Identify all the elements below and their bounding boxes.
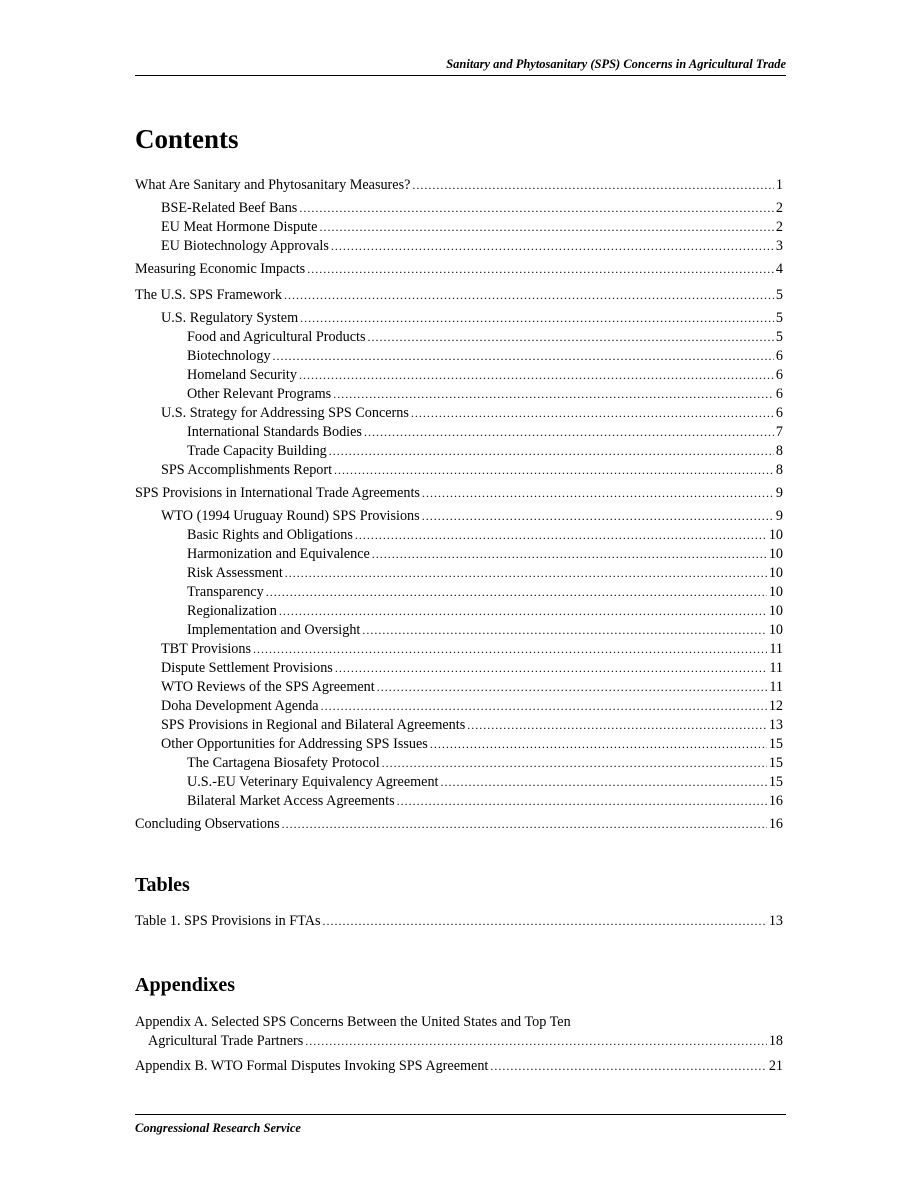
toc-entry-page: 11 — [769, 660, 783, 676]
toc-entry[interactable] — [135, 526, 783, 545]
toc-entry-page: 7 — [775, 424, 783, 440]
toc-entry-page: 8 — [775, 443, 783, 459]
toc-entry-title: Measuring Economic Impacts — [135, 261, 306, 277]
toc-entry[interactable] — [135, 792, 783, 811]
appendixes-list — [135, 1013, 783, 1076]
contents-list — [135, 176, 783, 834]
page-footer: Congressional Research Service — [135, 1114, 786, 1136]
toc-entry-page: 9 — [775, 485, 783, 501]
toc-entry[interactable] — [135, 754, 783, 773]
toc-entry[interactable] — [135, 1057, 783, 1076]
toc-entry-page: 10 — [768, 546, 783, 562]
tables-list — [135, 912, 783, 931]
toc-entry-title: Concluding Observations — [135, 816, 280, 832]
toc-entry-page: 9 — [775, 508, 783, 524]
toc-entry-title: U.S. Strategy for Addressing SPS Concerns — [161, 405, 409, 421]
toc-entry-title: EU Meat Hormone Dispute — [161, 219, 318, 235]
toc-entry[interactable] — [135, 385, 783, 404]
toc-entry[interactable] — [135, 366, 783, 385]
toc-entry-title: Basic Rights and Obligations — [187, 527, 353, 543]
toc-entry[interactable] — [135, 912, 783, 931]
toc-entry-title: Appendix A. Selected SPS Concerns Between the United States and Top Ten — [135, 1014, 571, 1030]
toc-entry[interactable] — [135, 735, 783, 754]
toc-entry-title: Biotechnology — [187, 348, 271, 364]
toc-entry-page: 3 — [775, 238, 783, 254]
appendix-entry[interactable] — [135, 1013, 783, 1051]
toc-entry-title: WTO Reviews of the SPS Agreement — [161, 679, 375, 695]
toc-entry-title: Doha Development Agenda — [161, 698, 319, 714]
toc-entry[interactable] — [135, 697, 783, 716]
toc-entry-page: 10 — [768, 622, 783, 638]
toc-entry-page: 5 — [775, 287, 783, 303]
toc-entry-title: Implementation and Oversight — [187, 622, 361, 638]
toc-entry[interactable] — [135, 309, 783, 328]
toc-entry[interactable] — [135, 716, 783, 735]
toc-entry-page: 5 — [775, 329, 783, 345]
contents-title: Contents — [135, 124, 239, 154]
toc-entry-page: 13 — [768, 717, 783, 733]
toc-entry-title: Bilateral Market Access Agreements — [187, 793, 395, 809]
toc-entry[interactable] — [135, 404, 783, 423]
toc-entry-page: 6 — [775, 405, 783, 421]
toc-entry[interactable] — [135, 328, 783, 347]
toc-entry-page: 16 — [768, 816, 783, 832]
tables-title: Tables — [135, 874, 190, 896]
toc-entry-title: International Standards Bodies — [187, 424, 362, 440]
toc-entry-page: 4 — [775, 261, 783, 277]
toc-entry-page: 15 — [768, 774, 783, 790]
toc-entry[interactable] — [135, 659, 783, 678]
toc-entry[interactable] — [135, 564, 783, 583]
toc-entry-page: 18 — [768, 1033, 783, 1049]
toc-entry-title: Food and Agricultural Products — [187, 329, 366, 345]
toc-entry-title: Other Relevant Programs — [187, 386, 332, 402]
toc-entry-page: 12 — [768, 698, 783, 714]
toc-entry-title: EU Biotechnology Approvals — [161, 238, 329, 254]
toc-entry-title: Risk Assessment — [187, 565, 283, 581]
toc-entry[interactable] — [135, 176, 783, 195]
toc-entry[interactable] — [135, 583, 783, 602]
toc-entry-title: Homeland Security — [187, 367, 297, 383]
toc-entry-title: SPS Provisions in International Trade Agreements — [135, 485, 420, 501]
toc-entry[interactable] — [135, 286, 783, 305]
toc-entry-page: 15 — [768, 755, 783, 771]
toc-entry-title: Trade Capacity Building — [187, 443, 327, 459]
toc-entry-page: 6 — [775, 348, 783, 364]
toc-entry-title: The U.S. SPS Framework — [135, 287, 283, 303]
toc-entry-title: Transparency — [187, 584, 264, 600]
toc-entry[interactable] — [135, 442, 783, 461]
toc-entry-page: 11 — [769, 679, 783, 695]
toc-entry[interactable] — [135, 621, 783, 640]
toc-entry-page: 10 — [768, 603, 783, 619]
toc-entry-page: 1 — [775, 177, 783, 193]
toc-entry[interactable] — [135, 461, 783, 480]
toc-entry-title: WTO (1994 Uruguay Round) SPS Provisions — [161, 508, 420, 524]
toc-entry[interactable] — [135, 678, 783, 697]
toc-entry-title: Harmonization and Equivalence — [187, 546, 370, 562]
toc-entry-title: Table 1. SPS Provisions in FTAs — [135, 913, 321, 929]
toc-entry-page: 15 — [768, 736, 783, 752]
toc-entry[interactable] — [135, 773, 783, 792]
toc-entry-title: BSE-Related Beef Bans — [161, 200, 298, 216]
toc-entry-page: 6 — [775, 386, 783, 402]
toc-entry[interactable] — [135, 484, 783, 503]
toc-entry-title: What Are Sanitary and Phytosanitary Measures? — [135, 177, 411, 193]
toc-entry[interactable] — [135, 199, 783, 218]
toc-entry-page: 16 — [768, 793, 783, 809]
appendixes-title: Appendixes — [135, 974, 236, 996]
toc-entry[interactable] — [135, 545, 783, 564]
toc-entry-page: 8 — [775, 462, 783, 478]
toc-entry[interactable] — [135, 260, 783, 279]
toc-entry-title: SPS Accomplishments Report — [161, 462, 333, 478]
toc-entry[interactable] — [135, 423, 783, 442]
toc-entry-page: 2 — [775, 219, 783, 235]
toc-entry-title: SPS Provisions in Regional and Bilateral Agreements — [161, 717, 466, 733]
toc-entry-page: 10 — [768, 565, 783, 581]
toc-entry-page: 13 — [768, 913, 783, 929]
toc-entry-title: TBT Provisions — [161, 641, 252, 657]
toc-entry[interactable] — [135, 602, 783, 621]
toc-entry-page: 6 — [775, 367, 783, 383]
toc-entry-page: 2 — [775, 200, 783, 216]
running-header: Sanitary and Phytosanitary (SPS) Concerns in Agricultural Trade — [135, 57, 786, 76]
toc-entry-page: 5 — [775, 310, 783, 326]
toc-entry-page: 10 — [768, 584, 783, 600]
toc-entry-title: U.S.-EU Veterinary Equivalency Agreement — [187, 774, 439, 790]
toc-entry-page: 10 — [768, 527, 783, 543]
toc-entry-page: 21 — [768, 1058, 783, 1074]
toc-entry[interactable] — [135, 815, 783, 834]
toc-entry-page: 11 — [769, 641, 783, 657]
toc-entry[interactable] — [135, 640, 783, 659]
toc-entry-title: Appendix B. WTO Formal Disputes Invoking SPS Agreement — [135, 1058, 489, 1074]
toc-entry-title: U.S. Regulatory System — [161, 310, 299, 326]
toc-entry-title: Other Opportunities for Addressing SPS Issues — [161, 736, 428, 752]
toc-entry-title: Regionalization — [187, 603, 277, 619]
toc-entry-title: The Cartagena Biosafety Protocol — [187, 755, 380, 771]
toc-entry[interactable] — [135, 218, 783, 237]
toc-entry[interactable] — [135, 237, 783, 256]
toc-entry[interactable] — [135, 507, 783, 526]
toc-entry-title: Dispute Settlement Provisions — [161, 660, 333, 676]
toc-entry-title: Agricultural Trade Partners — [148, 1033, 304, 1049]
toc-entry[interactable] — [135, 347, 783, 366]
